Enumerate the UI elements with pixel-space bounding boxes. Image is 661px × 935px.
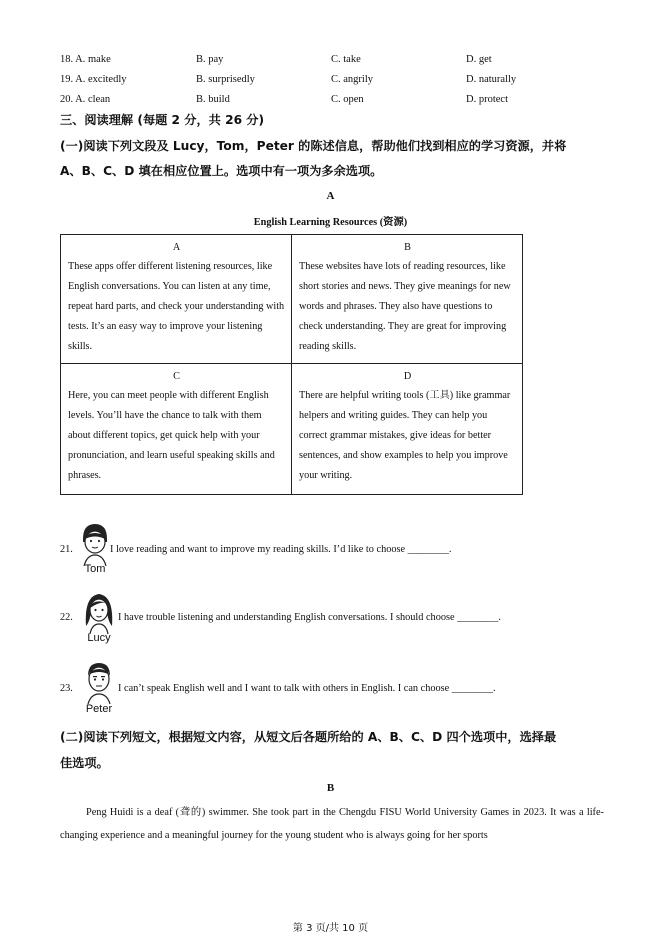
question-22-text: I have trouble listening and understanding English conversations. I should choose ________. bbox=[118, 612, 501, 623]
option-20-b: B. build bbox=[196, 94, 230, 105]
resource-text-c: Here, you can meet people with different English levels. You’ll have the chance to talk with them about different topics, get quick help with your pronunciation, and learn useful speaking skills and phrases. bbox=[68, 390, 275, 481]
resource-cell-a bbox=[61, 235, 292, 364]
part1-instruction-line1: (一)阅读下列文段及 Lucy，Tom，Peter 的陈述信息，帮助他们找到相应的学习资源，并将 bbox=[60, 139, 567, 153]
option-19-b: B. surprisedly bbox=[196, 74, 255, 85]
option-18-d: D. get bbox=[466, 54, 492, 65]
option-20-a: 20. A. clean bbox=[60, 94, 111, 105]
resource-letter-d: D bbox=[403, 371, 412, 382]
resources-table bbox=[60, 234, 523, 495]
avatar-name-peter: Peter bbox=[85, 703, 113, 715]
part1-instruction-line2: A、B、C、D 填在相应位置上。选项中有一项为多余选项。 bbox=[60, 164, 383, 178]
resource-letter-c: C bbox=[173, 371, 180, 382]
resource-letter-a: A bbox=[172, 242, 181, 253]
resource-text-a: These apps offer different listening resources, like English conversations. You can listen at any time, repeat hard parts, and check your understanding with tests. It’s an easy way to improve your listening skills. bbox=[68, 261, 285, 352]
resource-text-b: These websites have lots of reading resources, like short stories and news. They give meanings for new words and phrases. They also have questions to check understanding. They are great for improving reading skills. bbox=[299, 261, 511, 352]
option-19-a: 19. A. excitedly bbox=[60, 74, 127, 85]
resource-cell-d bbox=[292, 364, 523, 495]
section-heading: 三、阅读理解 (每题 2 分，共 26 分) bbox=[60, 113, 265, 127]
option-20-c: C. open bbox=[331, 94, 364, 105]
question-23-text: I can’t speak English well and I want to talk with others in English. I can choose ________. bbox=[118, 683, 496, 694]
avatar-name-tom: Tom bbox=[84, 563, 106, 575]
avatar-name-lucy: Lucy bbox=[87, 632, 111, 644]
question-22-number: 22. bbox=[60, 612, 73, 623]
option-19-d: D. naturally bbox=[466, 74, 517, 85]
option-20-d: D. protect bbox=[466, 94, 508, 105]
passage-a-title: English Learning Resources (资源) bbox=[253, 217, 408, 228]
question-21-number: 21. bbox=[60, 544, 73, 555]
question-21-text: I love reading and want to improve my reading skills. I’d like to choose ________. bbox=[110, 544, 452, 555]
part2-instruction-line2: 佳选项。 bbox=[60, 756, 109, 770]
option-18-c: C. take bbox=[331, 54, 361, 65]
resource-cell-b bbox=[292, 235, 523, 364]
option-19-c: C. angrily bbox=[331, 74, 373, 85]
resource-cell-c bbox=[61, 364, 292, 495]
resource-letter-b: B bbox=[404, 242, 411, 253]
page-footer: 第 3 页/共 10 页 bbox=[292, 923, 369, 934]
resource-text-d: There are helpful writing tools (工具) like grammar helpers and writing guides. They can help you correct grammar mistakes, give ideas for better sentences, and show examples to help you improve your writing. bbox=[299, 390, 511, 481]
question-23-number: 23. bbox=[60, 683, 73, 694]
part2-instruction-line1: (二)阅读下列短文，根据短文内容，从短文后各题所给的 A、B、C、D 四个选项中，选择最 bbox=[60, 730, 557, 744]
option-18-a: 18. A. make bbox=[60, 54, 111, 65]
passage-a-letter: A bbox=[326, 190, 335, 202]
passage-b-paragraph: Peng Huidi is a deaf (聋的) swimmer. She took part in the Chengdu FISU World University Games in 2023. It was a life-changing experience and a meaningful journey for the young student who is always going for her sports bbox=[60, 807, 604, 841]
passage-b-letter: B bbox=[326, 782, 335, 794]
option-18-b: B. pay bbox=[196, 54, 224, 65]
